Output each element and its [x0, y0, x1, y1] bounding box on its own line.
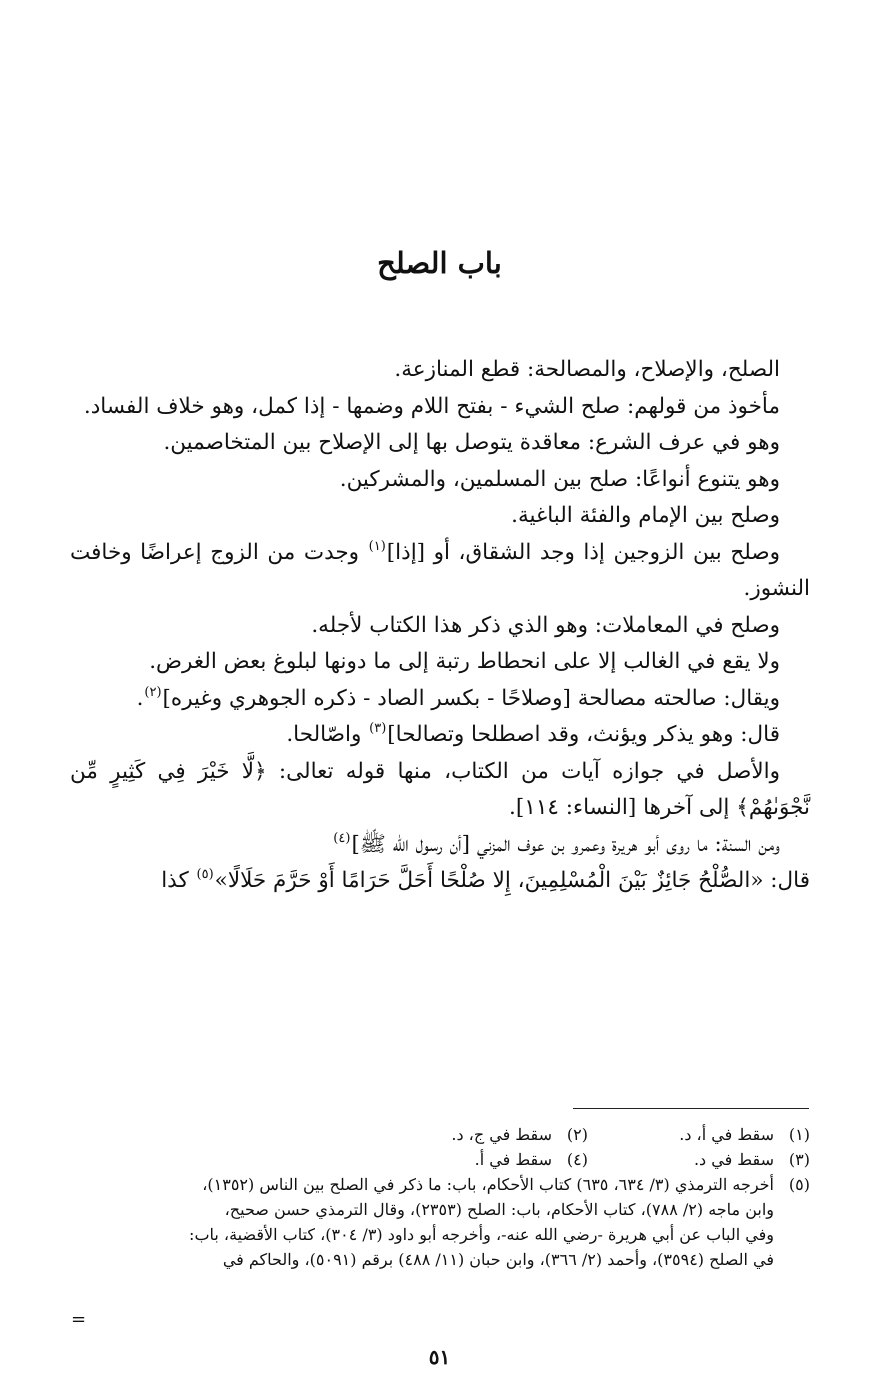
- paragraph: قال: وهو يذكر ويؤنث، وقد اصطلحا وتصالحا]$^{(٣)}$ واصّالحا.: [286, 721, 780, 747]
- paragraph: ولا يقع في الغالب إلا على انحطاط رتبة إلى ما دونها لبلوغ بعض الغرض.: [149, 649, 780, 674]
- footnote-long: [70, 1172, 810, 1272]
- page-number: ٥١: [428, 1345, 451, 1369]
- footnote-number: (٤): [566, 1150, 588, 1169]
- footnote-line: في الصلح (٣٥٩٤)، وأحمد (٢/ ٣٦٦)، وابن حبان (١١/ ٤٨٨) برقم (٥٠٩١)، والحاكم في: [222, 1250, 774, 1269]
- paragraph: وصلح في المعاملات: وهو الذي ذكر هذا الكتاب لأجله.: [311, 612, 780, 638]
- footnotes: [70, 1122, 810, 1272]
- paragraph: وصلح بين الإمام والفئة الباغية.: [511, 503, 780, 528]
- footnote-text: سقط في ج، د.: [451, 1125, 552, 1144]
- paragraph: وهو يتنوع أنواعًا: صلح بين المسلمين، والمشركين.: [339, 466, 780, 492]
- footnote-line: وابن ماجه (٢/ ٧٨٨)، كتاب الأحكام، باب: الصلح (٢٣٥٣)، وقال الترمذي حسن صحيح،: [224, 1200, 774, 1219]
- footnote-line: أخرجه الترمذي (٣/ ٦٣٤، ٦٣٥) كتاب الأحكام، باب: ما ذكر في الصلح بين الناس (١٣٥٢)،: [202, 1175, 774, 1194]
- paragraph: قال: «الصُّلْحُ جَائِزٌ بَيْنَ الْمُسْلِمِينَ، إِلا صُلْحًا أَحَلَّ حَرَامًا أَوْ حَرَّمَ حَلَالًا»$^{(٥)}$ كذا: [161, 867, 810, 893]
- footnote-ref: (٥): [196, 867, 214, 882]
- paragraph: وهو في عرف الشرع: معاقدة يتوصل بها إلى الإصلاح بين المتخاصمين.: [163, 430, 780, 455]
- paragraph: مأخوذ من قولهم: صلح الشيء - بفتح اللام وضمها - إذا كمل، وهو خلاف الفساد.: [83, 393, 780, 419]
- continuation-mark: =: [71, 1309, 87, 1330]
- footnote: [451, 1122, 588, 1147]
- paragraph: وصلح بين الزوجين إذا وجد الشقاق، أو [إذا]$^{(١)}$ وجدت من الزوج إعراضًا وخافت النشوز.: [70, 538, 810, 601]
- footnote-ref: (٢): [144, 684, 162, 700]
- footnote: [588, 1147, 810, 1172]
- footnote-separator: [573, 1108, 809, 1109]
- footnote: [475, 1147, 588, 1172]
- footnote-ref: (١): [368, 538, 386, 554]
- footnote-text: سقط في د.: [693, 1150, 774, 1169]
- footnote-row: [70, 1147, 810, 1172]
- footnote-number: (٥): [788, 1175, 810, 1194]
- footnote-number: (١): [788, 1125, 810, 1144]
- footnote-number: (٢): [566, 1125, 588, 1144]
- footnote-ref: (٣): [369, 721, 387, 736]
- footnote-line: وفي الباب عن أبي هريرة -رضي الله عنه-، وأخرجه أبو داود (٣/ ٣٠٤)، كتاب الأقضية، باب:: [189, 1225, 774, 1244]
- footnote-row: [70, 1122, 810, 1147]
- paragraph: ومن السنة: ما روى أبو هريرة وعمرو بن عوف المزني [أن رسول الله ﷺ]$^{(٤)}$: [333, 830, 780, 857]
- paragraph: والأصل في جوازه آيات من الكتاب، منها قوله تعالى: ﴿لَّا خَيْرَ فِي كَثِيرٍ مِّن نَّجْوَىٰهُمْ﴾ إلى آخرها [النساء: ١١٤].: [70, 758, 810, 820]
- footnote-ref: (٤): [333, 830, 351, 846]
- footnote-text: سقط في أ، د.: [679, 1125, 774, 1144]
- paragraph: ويقال: صالحته مصالحة [وصلاحًا - بكسر الصاد - ذكره الجوهري وغيره]$^{(٢)}$.: [136, 684, 780, 711]
- paragraph: الصلح، والإصلاح، والمصالحة: قطع المنازعة.: [394, 357, 780, 382]
- footnote-text: سقط في أ.: [474, 1150, 552, 1169]
- page-title: باب الصلح: [377, 246, 502, 280]
- footnote: [588, 1122, 810, 1147]
- footnote-number: (٣): [788, 1150, 810, 1169]
- main-text: [70, 352, 810, 900]
- footnote-text: [70, 1172, 774, 1272]
